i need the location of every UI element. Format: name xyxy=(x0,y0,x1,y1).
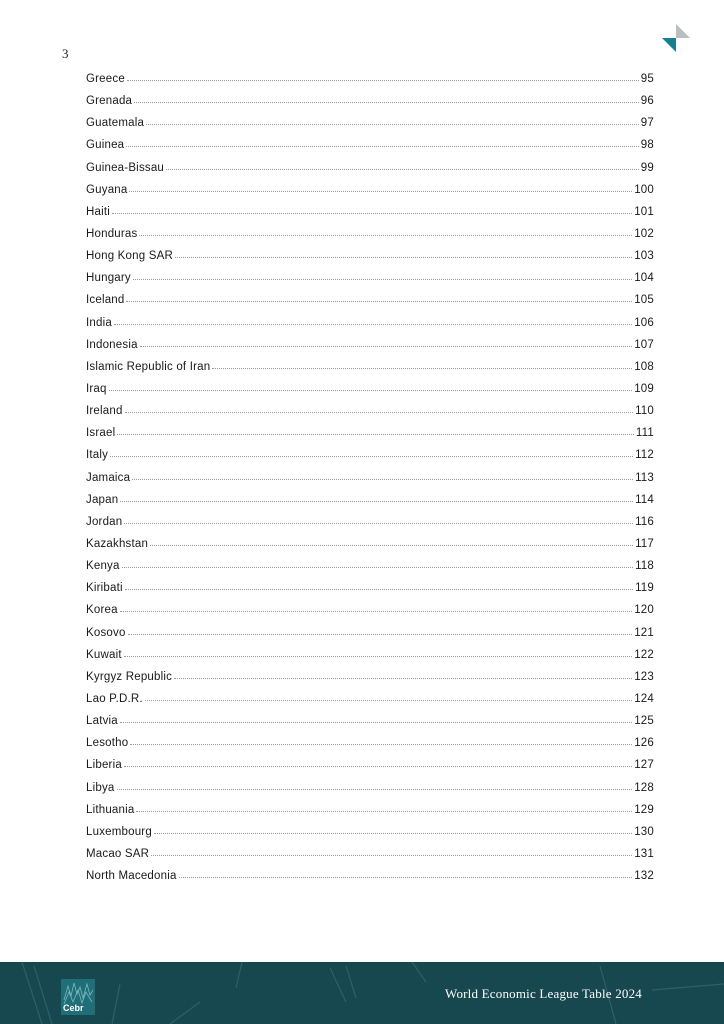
toc-dot-leader xyxy=(114,323,632,325)
toc-dot-leader xyxy=(126,145,639,147)
toc-entry-name: Ireland xyxy=(86,405,123,418)
toc-entry-page: 126 xyxy=(634,737,654,750)
toc-dot-leader xyxy=(139,234,632,236)
toc-entry[interactable] xyxy=(86,250,654,272)
toc-entry-name: Iraq xyxy=(86,382,107,395)
toc-entry[interactable] xyxy=(86,804,654,826)
toc-dot-leader xyxy=(154,832,632,834)
toc-entry[interactable] xyxy=(86,604,654,626)
toc-entry-page: 125 xyxy=(634,715,654,728)
toc-entry[interactable] xyxy=(86,627,654,649)
toc-dot-leader xyxy=(132,478,633,480)
toc-dot-leader xyxy=(134,101,639,103)
toc-dot-leader xyxy=(151,854,632,856)
toc-dot-leader xyxy=(129,190,632,192)
toc-entry-page: 120 xyxy=(634,604,654,617)
toc-dot-leader xyxy=(145,699,632,701)
footer-bar xyxy=(0,962,724,1024)
toc-entry-page: 123 xyxy=(634,670,654,683)
toc-entry-name: Guinea xyxy=(86,139,125,152)
toc-entry-page: 110 xyxy=(635,405,654,418)
toc-entry[interactable] xyxy=(86,826,654,848)
toc-entry[interactable] xyxy=(86,449,654,471)
toc-entry-page: 99 xyxy=(640,161,654,174)
toc-entry[interactable] xyxy=(86,383,654,405)
toc-entry-name: Macao SAR xyxy=(86,847,150,860)
toc-entry-name: Lao P.D.R. xyxy=(86,692,143,705)
page-number: 3 xyxy=(62,46,69,61)
toc-entry-name: Jordan xyxy=(86,515,123,528)
toc-entry[interactable] xyxy=(86,162,654,184)
corner-triangle-logo-icon xyxy=(658,22,692,54)
toc-dot-leader xyxy=(120,610,633,612)
toc-entry-page: 108 xyxy=(634,360,654,373)
toc-dot-leader xyxy=(124,522,633,524)
toc-entry-name: Grenada xyxy=(86,95,133,108)
toc-dot-leader xyxy=(122,566,633,568)
toc-entry-page: 101 xyxy=(634,205,654,218)
toc-dot-leader xyxy=(150,544,633,546)
toc-entry-name: Jamaica xyxy=(86,471,131,484)
toc-entry-page: 104 xyxy=(634,272,654,285)
toc-entry-page: 96 xyxy=(640,95,654,108)
toc-entry-page: 113 xyxy=(635,471,654,484)
toc-entry-page: 95 xyxy=(640,73,654,85)
toc-dot-leader xyxy=(146,123,639,125)
toc-entry[interactable] xyxy=(86,649,654,671)
toc-dot-leader xyxy=(212,367,632,369)
toc-entry-name: Libya xyxy=(86,781,115,794)
toc-entry-name: Luxembourg xyxy=(86,825,152,838)
toc-dot-leader xyxy=(117,788,633,790)
toc-entry[interactable] xyxy=(86,139,654,161)
toc-entry-name: Kiribati xyxy=(86,582,123,595)
toc-entry-name: North Macedonia xyxy=(86,870,177,883)
toc-dot-leader xyxy=(166,168,639,170)
toc-entry-page: 111 xyxy=(635,427,654,440)
toc-entry-name: Kosovo xyxy=(86,626,126,639)
toc-entry-page: 116 xyxy=(635,515,654,528)
toc-entry-page: 129 xyxy=(634,803,654,816)
toc-entry[interactable] xyxy=(86,339,654,361)
toc-entry-name: Korea xyxy=(86,604,118,617)
toc-entry[interactable] xyxy=(86,737,654,759)
cebr-logo-text: Cebr xyxy=(63,1003,84,1013)
toc-entry[interactable] xyxy=(86,317,654,339)
toc-entry[interactable] xyxy=(86,538,654,560)
toc-entry-name: Latvia xyxy=(86,715,118,728)
toc-dot-leader xyxy=(179,876,633,878)
toc-entry-page: 97 xyxy=(640,117,654,130)
toc-entry-page: 118 xyxy=(635,560,654,573)
toc-entry-name: Iceland xyxy=(86,294,125,307)
toc-entry-name: Greece xyxy=(86,73,125,85)
toc-entry-name: Liberia xyxy=(86,759,122,772)
toc-entry-page: 109 xyxy=(634,382,654,395)
toc-entry-name: Kenya xyxy=(86,560,120,573)
toc-entry-name: Lesotho xyxy=(86,737,129,750)
toc-entry-page: 106 xyxy=(634,316,654,329)
toc-entry-name: Italy xyxy=(86,449,109,462)
toc-dot-leader xyxy=(109,389,633,391)
table-of-contents xyxy=(86,73,654,892)
toc-entry-name: Indonesia xyxy=(86,338,138,351)
toc-entry-name: India xyxy=(86,316,112,329)
toc-entry-name: Lithuania xyxy=(86,803,135,816)
toc-dot-leader xyxy=(112,212,632,214)
toc-entry[interactable] xyxy=(86,361,654,383)
toc-entry-page: 122 xyxy=(634,648,654,661)
toc-entry-name: Guinea-Bissau xyxy=(86,161,165,174)
toc-dot-leader xyxy=(125,411,633,413)
toc-entry[interactable] xyxy=(86,472,654,494)
toc-entry-page: 121 xyxy=(634,626,654,639)
toc-entry-name: Japan xyxy=(86,493,119,506)
toc-entry[interactable] xyxy=(86,427,654,449)
toc-entry-name: Kazakhstan xyxy=(86,537,149,550)
toc-entry-page: 112 xyxy=(635,449,654,462)
toc-entry[interactable] xyxy=(86,228,654,250)
toc-dot-leader xyxy=(175,256,632,258)
toc-entry-page: 131 xyxy=(634,847,654,860)
toc-entry[interactable] xyxy=(86,582,654,604)
toc-entry-page: 130 xyxy=(634,825,654,838)
toc-dot-leader xyxy=(124,655,632,657)
toc-entry-page: 114 xyxy=(635,493,654,506)
toc-entry-name: Guyana xyxy=(86,183,128,196)
toc-dot-leader xyxy=(174,677,632,679)
toc-entry-page: 128 xyxy=(634,781,654,794)
toc-entry[interactable] xyxy=(86,870,654,892)
toc-dot-leader xyxy=(120,500,633,502)
toc-dot-leader xyxy=(117,433,634,435)
toc-entry-page: 117 xyxy=(635,537,654,550)
toc-dot-leader xyxy=(127,79,639,81)
toc-entry[interactable] xyxy=(86,206,654,228)
toc-dot-leader xyxy=(126,300,632,302)
toc-entry[interactable] xyxy=(86,560,654,582)
toc-entry[interactable] xyxy=(86,782,654,804)
toc-entry[interactable] xyxy=(86,294,654,316)
toc-entry-name: Hungary xyxy=(86,272,131,285)
toc-entry-page: 132 xyxy=(634,870,654,883)
toc-entry-name: Honduras xyxy=(86,227,138,240)
toc-dot-leader xyxy=(140,345,633,347)
toc-entry-page: 124 xyxy=(634,692,654,705)
toc-entry[interactable] xyxy=(86,117,654,139)
toc-entry[interactable] xyxy=(86,405,654,427)
footer-title: World Economic League Table 2024 xyxy=(445,986,642,1001)
toc-entry-page: 100 xyxy=(634,183,654,196)
toc-entry-page: 103 xyxy=(634,250,654,263)
toc-entry[interactable] xyxy=(86,184,654,206)
toc-entry[interactable] xyxy=(86,671,654,693)
toc-entry-name: Haiti xyxy=(86,205,111,218)
toc-entry[interactable] xyxy=(86,848,654,870)
toc-entry-page: 98 xyxy=(640,139,654,152)
toc-dot-leader xyxy=(128,633,633,635)
toc-entry[interactable] xyxy=(86,759,654,781)
toc-entry[interactable] xyxy=(86,494,654,516)
toc-entry[interactable] xyxy=(86,73,654,95)
toc-dot-leader xyxy=(130,743,632,745)
toc-entry[interactable] xyxy=(86,95,654,117)
toc-dot-leader xyxy=(110,455,633,457)
toc-entry-name: Israel xyxy=(86,427,116,440)
toc-entry-name: Kuwait xyxy=(86,648,122,661)
toc-entry[interactable] xyxy=(86,693,654,715)
toc-dot-leader xyxy=(125,588,633,590)
toc-entry-page: 107 xyxy=(634,338,654,351)
toc-entry-name: Hong Kong SAR xyxy=(86,250,173,263)
toc-entry[interactable] xyxy=(86,516,654,538)
toc-entry[interactable] xyxy=(86,715,654,737)
toc-entry-name: Guatemala xyxy=(86,117,145,130)
toc-dot-leader xyxy=(133,278,632,280)
toc-dot-leader xyxy=(120,721,632,723)
toc-entry-page: 105 xyxy=(634,294,654,307)
toc-dot-leader xyxy=(124,765,632,767)
toc-entry-page: 127 xyxy=(634,759,654,772)
toc-entry-name: Islamic Republic of Iran xyxy=(86,360,211,373)
toc-dot-leader xyxy=(136,810,632,812)
toc-entry-page: 119 xyxy=(635,582,654,595)
toc-entry-name: Kyrgyz Republic xyxy=(86,670,173,683)
toc-entry-page: 102 xyxy=(634,227,654,240)
toc-entry[interactable] xyxy=(86,272,654,294)
